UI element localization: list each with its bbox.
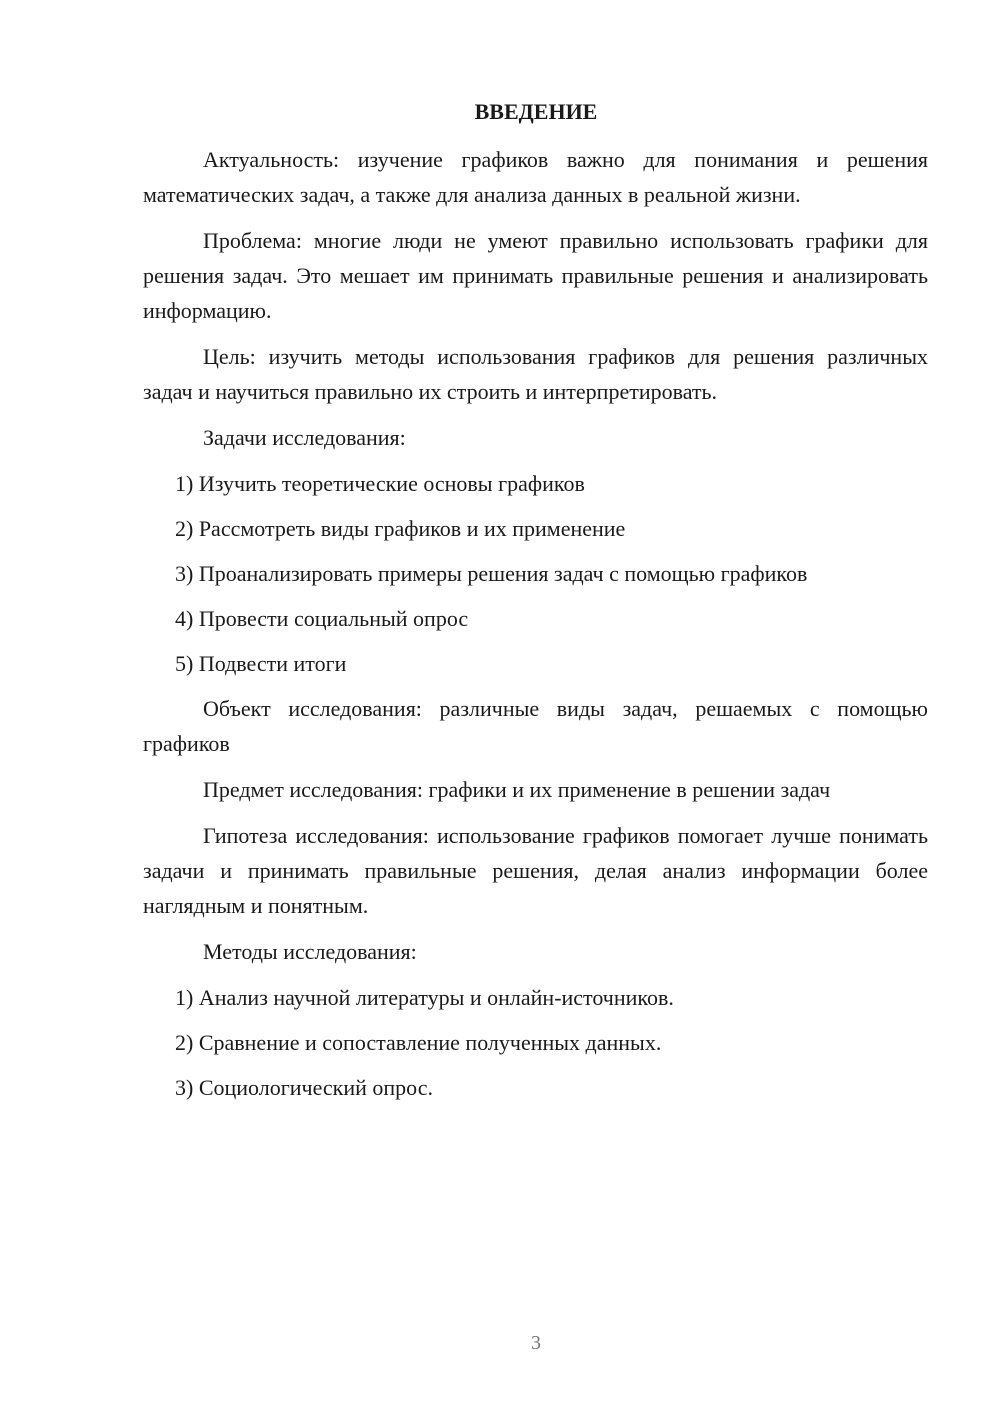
task-item: 1) Изучить теоретические основы графиков <box>175 471 585 496</box>
task-item: 4) Провести социальный опрос <box>175 606 469 631</box>
body-text <box>143 142 928 1115</box>
tasks-heading: Задачи исследования: <box>203 425 406 450</box>
task-item: 2) Рассмотреть виды графиков и их применение <box>175 516 626 541</box>
hypothesis-paragraph: Гипотеза исследования: использование графиков помогает лучше понимать задачи и принимать правильные решения, делая анализ информации более наглядным и понятным. <box>143 823 928 918</box>
relevance-paragraph: Актуальность: изучение графиков важно для понимания и решения математических задач, а также для анализа данных в реальной жизни. <box>143 147 928 207</box>
page-number: 3 <box>531 1332 541 1354</box>
page-title: ВВЕДЕНИЕ <box>474 99 598 124</box>
methods-heading: Методы исследования: <box>203 939 417 964</box>
task-item: 5) Подвести итоги <box>175 651 347 676</box>
object-paragraph: Объект исследования: различные виды задач, решаемых с помощью графиков <box>143 696 928 756</box>
method-item: 1) Анализ научной литературы и онлайн-источников. <box>175 985 674 1010</box>
task-item: 3) Проанализировать примеры решения задач с помощью графиков <box>175 561 808 586</box>
problem-paragraph: Проблема: многие люди не умеют правильно использовать графики для решения задач. Это мешает им принимать правильные решения и анализировать информацию. <box>143 228 928 323</box>
subject-paragraph: Предмет исследования: графики и их применение в решении задач <box>203 777 831 802</box>
method-item: 3) Социологический опрос. <box>175 1075 433 1100</box>
goal-paragraph: Цель: изучить методы использования графиков для решения различных задач и научиться правильно их строить и интерпретировать. <box>143 344 928 404</box>
method-item: 2) Сравнение и сопоставление полученных данных. <box>175 1030 662 1055</box>
